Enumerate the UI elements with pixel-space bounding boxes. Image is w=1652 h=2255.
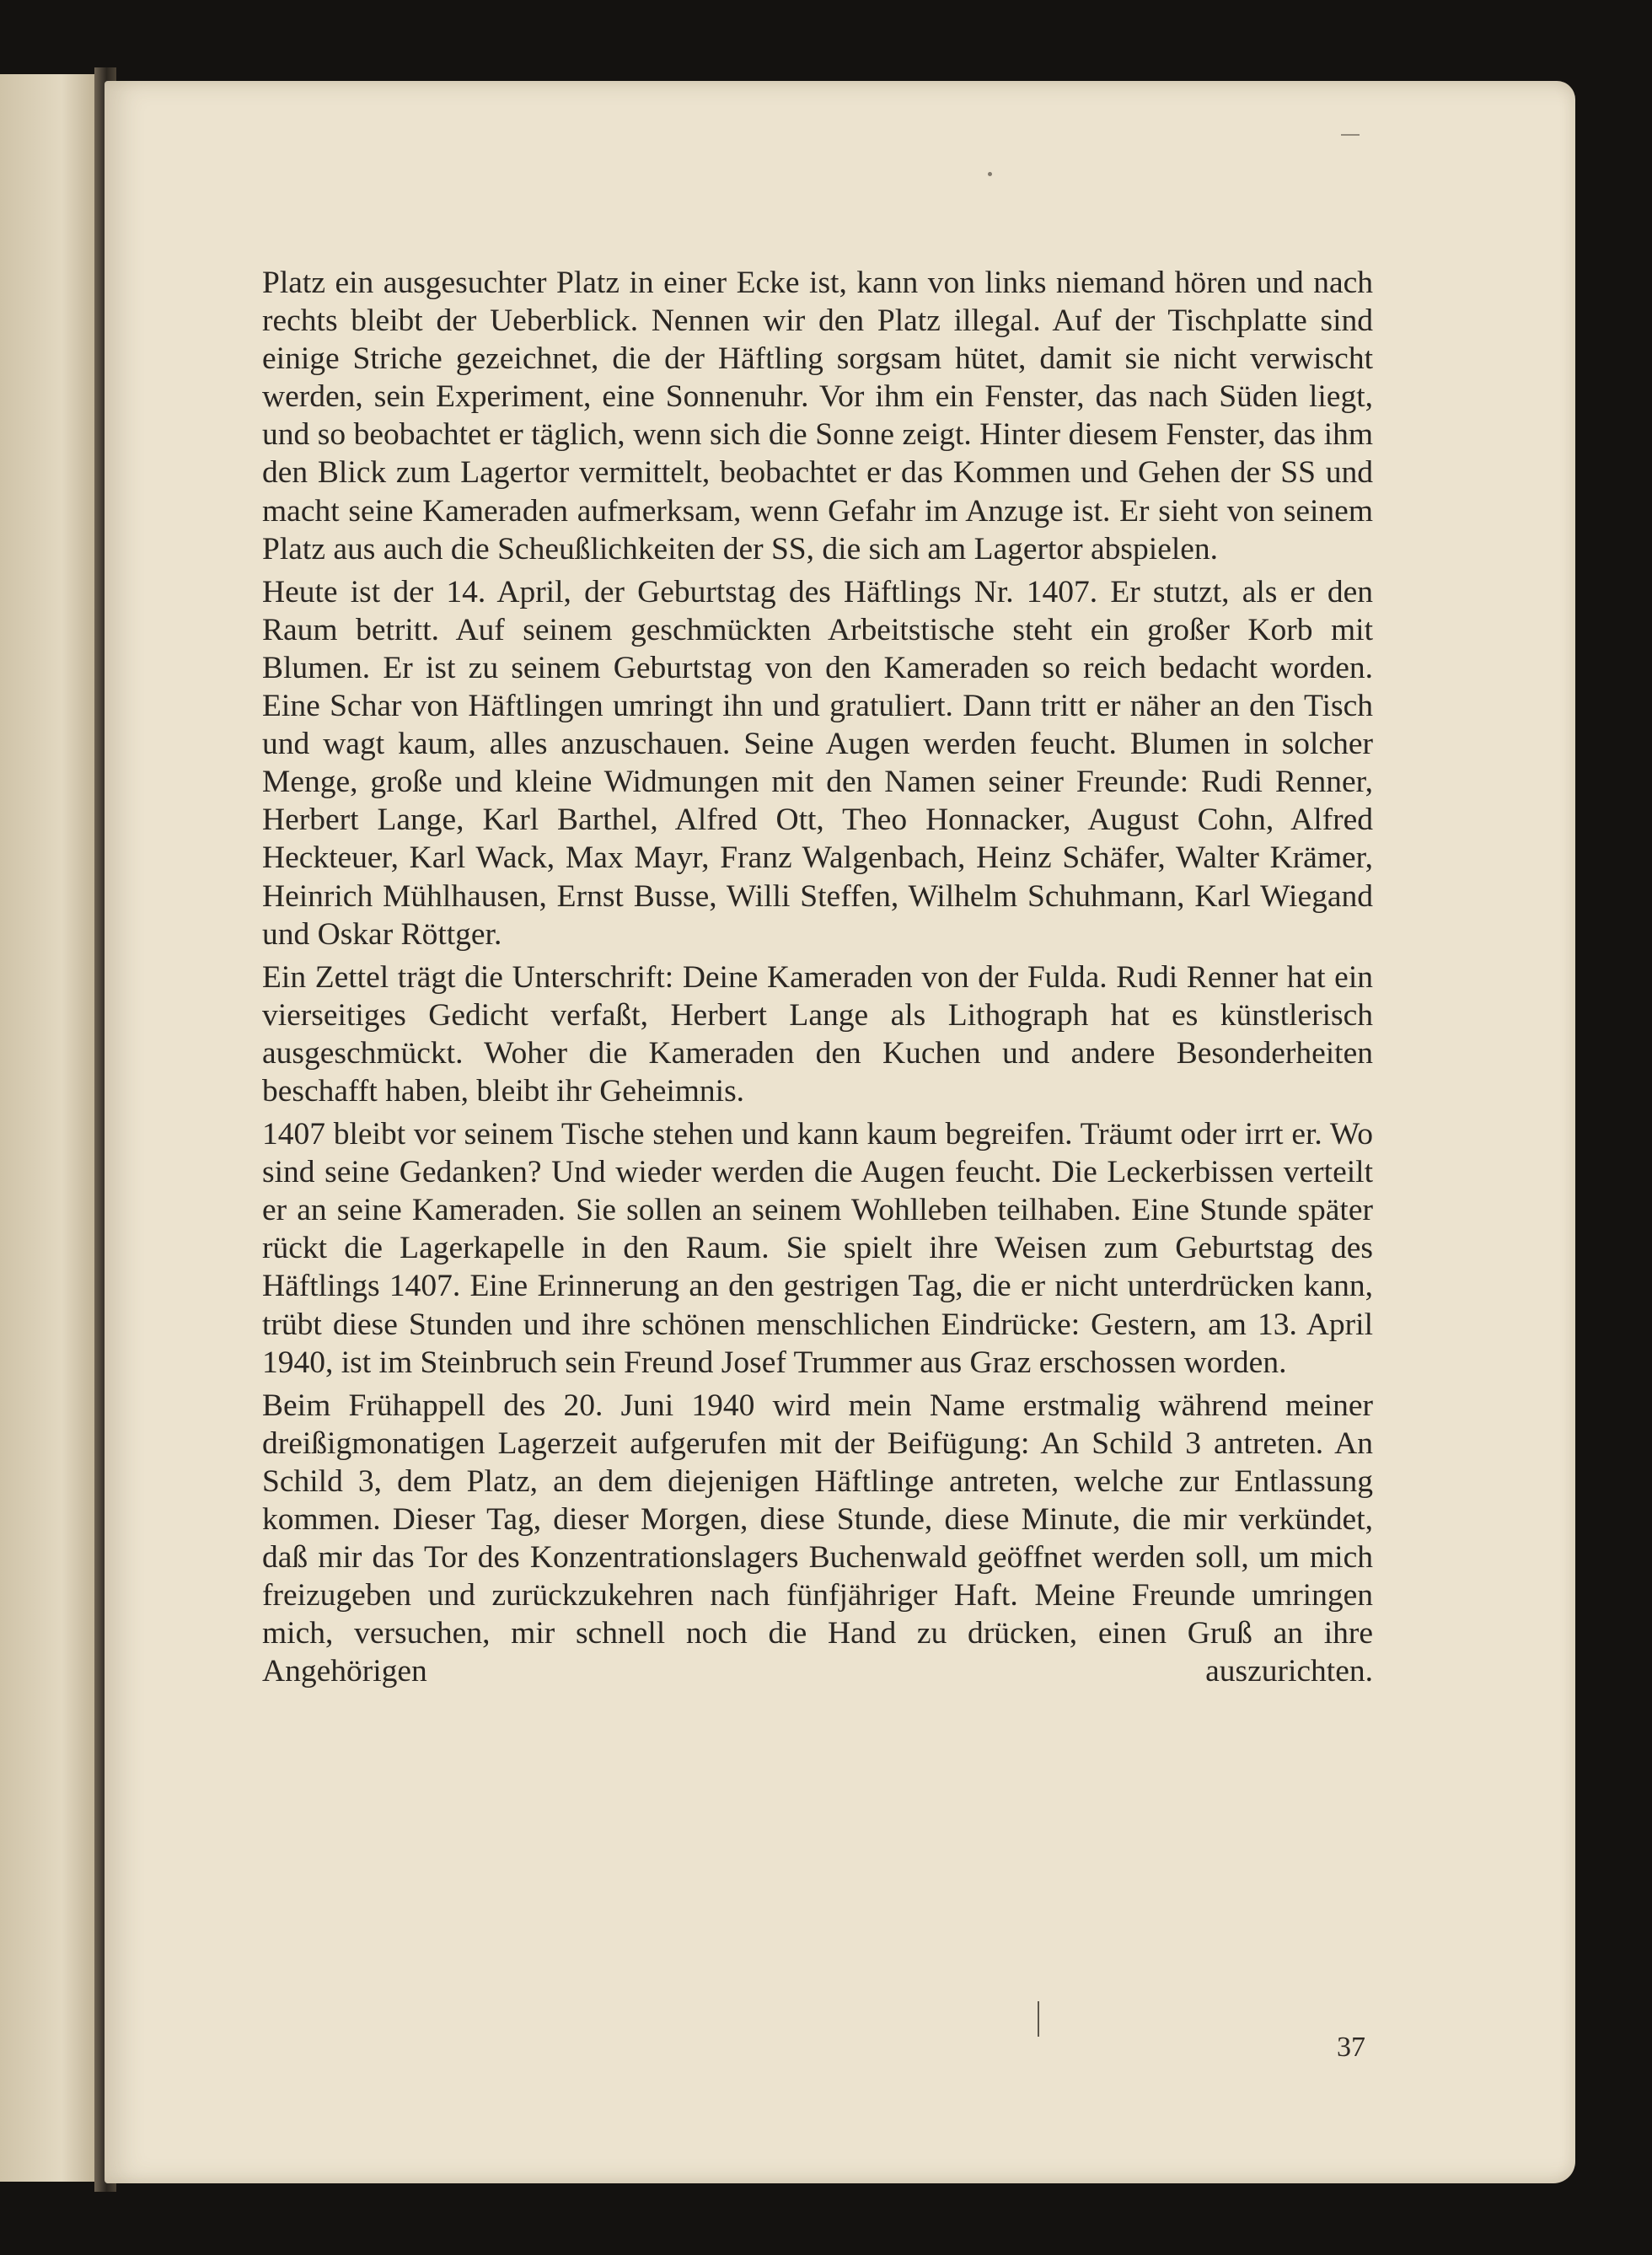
paragraph-2: Heute ist der 14. April, der Geburtstag des Häftlings Nr. 1407. Er stutzt, als er den Raum betritt. Auf seinem geschmückten Arbeitstische steht ein großer Korb mit Blumen. Er ist zu seinem Geburtstag von den Kameraden so reich bedacht worden. Eine Schar von Häftlingen umringt ihn und gratuliert. Dann tritt er näher an den Tisch und wagt kaum, alles anzuschauen. Seine Augen werden feucht. Blumen in solcher Menge, große und kleine Widmungen mit den Namen seiner Freunde: Rudi Renner, Herbert Lange, Karl Barthel, Alfred Ott, Theo Honnacker, August Cohn, Alfred Heckteuer, Karl Wack, Max Mayr, Franz Walgenbach, Heinz Schäfer, Walter Krämer, Heinrich Mühlhausen, Ernst Busse, Willi Steffen, Wilhelm Schuhmann, Karl Wiegand und Oskar Röttger. — [262, 574, 1373, 952]
paragraph-3: Ein Zettel trägt die Unterschrift: Deine Kameraden von der Fulda. Rudi Renner hat ein vierseitiges Gedicht verfaßt, Herbert Lange als Lithograph hat es künstlerisch ausgeschmückt. Woher die Kameraden den Kuchen und andere Besonderheiten beschafft haben, bleibt ihr Geheimnis. — [262, 959, 1373, 1109]
page-number: 37 — [1337, 2032, 1365, 2063]
page-mark-line — [1038, 2001, 1039, 2037]
left-page-edge — [0, 74, 103, 2182]
page-speck — [988, 172, 992, 176]
paragraph-5: Beim Frühappell des 20. Juni 1940 wird mein Name erstmalig während meiner dreißigmonatigen Lagerzeit aufgerufen mit der Beifügung: An Schild 3 antreten. An Schild 3, dem Platz, an dem diejenigen Häftlinge antreten, welche zur Entlassung kommen. Dieser Tag, dieser Morgen, diese Stunde, diese Minute, die mir verkündet, daß mir das Tor des Konzentrationslagers Buchenwald geöffnet werden soll, um mich freizugeben und zurückzukehren nach fünfjähriger Haft. Meine Freunde umringen mich, versuchen, mir schnell noch die Hand zu drücken, einen Gruß an ihre Angehörigen auszurichten. — [262, 1388, 1373, 1689]
body-text — [262, 264, 1373, 1695]
page-speck — [1341, 134, 1360, 136]
paragraph-1: Platz ein ausgesuchter Platz in einer Ecke ist, kann von links niemand hören und nach rechts bleibt der Ueberblick. Nennen wir den Platz illegal. Auf der Tischplatte sind einige Striche gezeichnet, die der Häftling sorgsam hütet, damit sie nicht verwischt werden, sein Experiment, eine Sonnenuhr. Vor ihm ein Fenster, das nach Süden liegt, und so beobachtet er täglich, wenn sich die Sonne zeigt. Hinter diesem Fenster, das ihm den Blick zum Lagertor vermittelt, beobachtet er das Kommen und Gehen der SS und macht seine Kameraden aufmerksam, wenn Gefahr im Anzuge ist. Er sieht von seinem Platz aus auch die Scheußlichkeiten der SS, die sich am Lagertor abspielen. — [262, 266, 1373, 566]
paragraph-4: 1407 bleibt vor seinem Tische stehen und kann kaum begreifen. Träumt oder irrt er. Wo sind seine Gedanken? Und wieder werden die Augen feucht. Die Leckerbissen verteilt er an seine Kameraden. Sie sollen an seinem Wohlleben teilhaben. Eine Stunde später rückt die Lagerkapelle in den Raum. Sie spielt ihre Weisen zum Geburtstag des Häftlings 1407. Eine Erinnerung an den gestrigen Tag, die er nicht unterdrücken kann, trübt diese Stunden und ihre schönen menschlichen Eindrücke: Gestern, am 13. April 1940, ist im Steinbruch sein Freund Josef Trummer aus Graz erschossen worden. — [262, 1117, 1373, 1380]
